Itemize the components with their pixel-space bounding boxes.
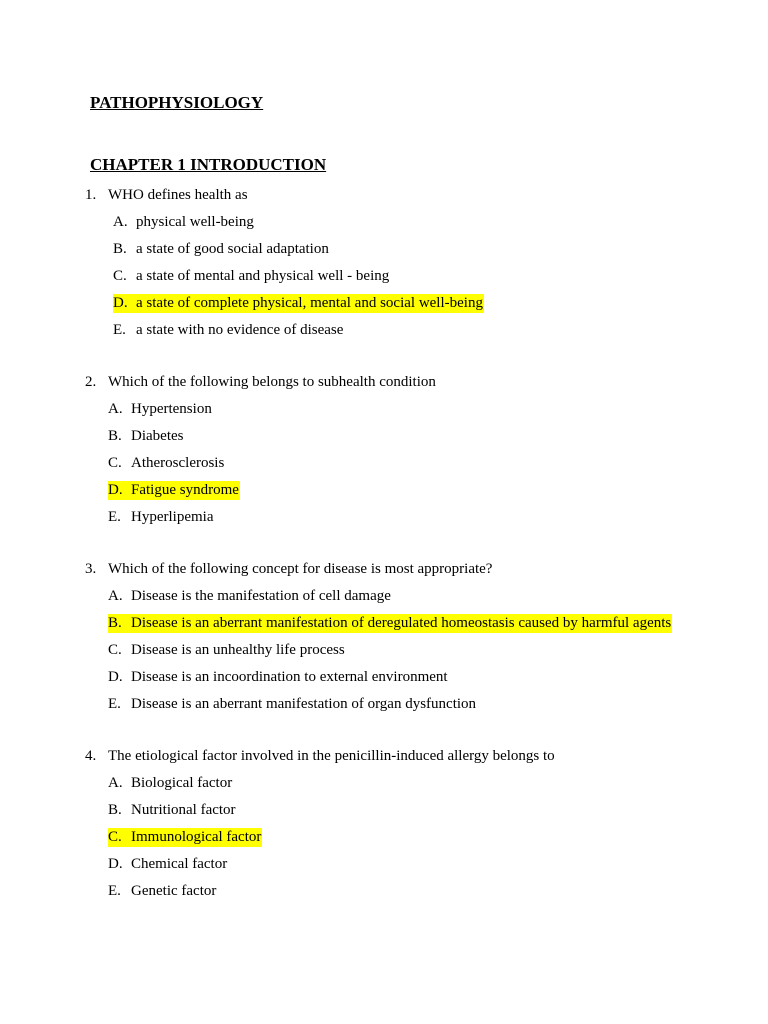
question-text: The etiological factor involved in the penicillin-induced allergy belongs to [108, 748, 555, 764]
question-1 [85, 182, 745, 344]
option-b [85, 423, 745, 450]
option-text: Disease is an aberrant manifestation of organ dysfunction [131, 696, 477, 712]
option-letter: B. [113, 241, 127, 257]
option-text: Diabetes [131, 428, 184, 444]
option-e [85, 504, 745, 531]
option-letter: B. [108, 615, 122, 631]
option-d [85, 477, 745, 504]
option-letter: D. [108, 856, 123, 872]
option-text: Fatigue syndrome [131, 482, 239, 498]
option-letter: C. [108, 642, 122, 658]
option-letter: D. [108, 669, 123, 685]
option-letter: C. [113, 268, 127, 284]
option-d [85, 664, 745, 691]
option-a [85, 209, 745, 236]
question-number: 4. [85, 748, 97, 764]
question-3 [85, 556, 745, 718]
option-a [85, 583, 745, 610]
option-c [85, 263, 745, 290]
option-letter: E. [108, 883, 121, 899]
option-b [85, 236, 745, 263]
option-text: Biological factor [131, 775, 233, 791]
chapter-heading: CHAPTER 1 INTRODUCTION [90, 155, 327, 174]
option-text: Genetic factor [131, 883, 217, 899]
question-number: 1. [85, 187, 97, 203]
option-text: physical well-being [136, 214, 254, 230]
option-letter: A. [108, 401, 123, 417]
option-text: a state with no evidence of disease [136, 322, 344, 338]
option-letter: C. [108, 455, 122, 471]
option-d [85, 851, 745, 878]
question-text: Which of the following belongs to subhealth condition [108, 374, 436, 390]
option-e [85, 691, 745, 718]
option-letter: E. [108, 509, 121, 525]
option-a [85, 396, 745, 423]
option-letter: B. [108, 428, 122, 444]
option-letter: D. [108, 482, 123, 498]
option-c [85, 450, 745, 477]
option-text: Nutritional factor [131, 802, 236, 818]
option-text: a state of complete physical, mental and social well-being [136, 295, 483, 311]
option-letter: D. [113, 295, 128, 311]
option-text: Hyperlipemia [131, 509, 214, 525]
option-text: Chemical factor [131, 856, 228, 872]
option-letter: C. [108, 829, 122, 845]
option-c [85, 637, 745, 664]
option-letter: B. [108, 802, 122, 818]
question-stem [85, 369, 745, 396]
option-d [85, 290, 745, 317]
option-letter: A. [113, 214, 128, 230]
option-text: Atherosclerosis [131, 455, 225, 471]
option-text: Immunological factor [131, 829, 262, 845]
option-text: Disease is the manifestation of cell damage [131, 588, 391, 604]
option-b [85, 797, 745, 824]
question-stem [85, 556, 745, 583]
document-title: PATHOPHYSIOLOGY [90, 93, 264, 112]
option-text: Hypertension [131, 401, 212, 417]
option-text: a state of good social adaptation [136, 241, 329, 257]
option-e [85, 878, 745, 905]
option-text: Disease is an incoordination to external environment [131, 669, 448, 685]
question-stem [85, 743, 745, 770]
option-letter: A. [108, 588, 123, 604]
option-e [85, 317, 745, 344]
question-4 [85, 743, 745, 905]
option-letter: A. [108, 775, 123, 791]
question-number: 3. [85, 561, 97, 577]
question-text: WHO defines health as [108, 187, 248, 203]
option-text: Disease is an unhealthy life process [131, 642, 345, 658]
question-text: Which of the following concept for disease is most appropriate? [108, 561, 493, 577]
option-c [85, 824, 745, 851]
option-text: a state of mental and physical well - being [136, 268, 390, 284]
option-a [85, 770, 745, 797]
question-stem [85, 182, 745, 209]
option-letter: E. [108, 696, 121, 712]
question-2 [85, 369, 745, 531]
option-text: Disease is an aberrant manifestation of deregulated homeostasis caused by harmful agents [131, 615, 672, 631]
question-number: 2. [85, 374, 97, 390]
option-letter: E. [113, 322, 126, 338]
option-b [85, 610, 745, 637]
